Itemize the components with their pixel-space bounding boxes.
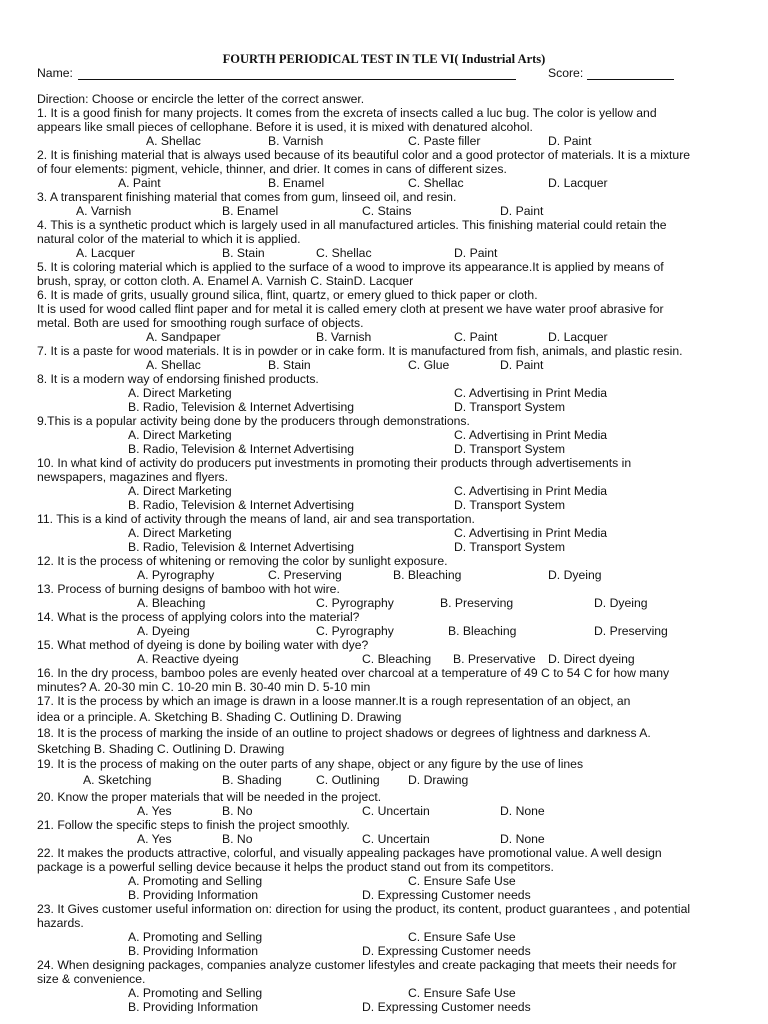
- answer-option[interactable]: B. Varnish: [268, 134, 324, 148]
- answer-option[interactable]: B. Bleaching: [393, 568, 462, 582]
- answer-option[interactable]: D. Lacquer: [548, 176, 608, 190]
- answer-option[interactable]: A. Bleaching: [137, 596, 206, 610]
- answer-option[interactable]: A. Lacquer: [76, 246, 135, 260]
- answer-option[interactable]: B. Preservative: [453, 652, 536, 666]
- answer-option[interactable]: A. Promoting and Selling: [128, 986, 263, 1000]
- question-text: 22. It makes the products attractive, colorful, and visually appealing packages have promotional value. A well design: [37, 846, 662, 860]
- answer-option[interactable]: C. Preserving: [268, 568, 342, 582]
- answer-option[interactable]: A. Sandpaper: [146, 330, 221, 344]
- score-label: Score:: [548, 66, 584, 80]
- question-text: 7. It is a paste for wood materials. It is in powder or in cake form. It is manufactured from fish, animals, and plastic resin.: [37, 344, 683, 358]
- answer-option[interactable]: C. Bleaching: [362, 652, 432, 666]
- answer-option[interactable]: C. Advertising in Print Media: [454, 428, 608, 442]
- score-field[interactable]: [587, 79, 674, 80]
- answer-option[interactable]: D. Lacquer: [548, 330, 608, 344]
- question-text: hazards.: [37, 916, 84, 930]
- answer-option[interactable]: B. Stain: [222, 246, 265, 260]
- answer-option[interactable]: D. Expressing Customer needs: [362, 888, 531, 902]
- answer-option[interactable]: B. No: [222, 804, 253, 818]
- question-text: 16. In the dry process, bamboo poles are evenly heated over charcoal at a temperature of 49 C to 54 C for how many: [37, 666, 670, 680]
- answer-option[interactable]: D. None: [500, 832, 545, 846]
- question-text: 23. It Gives customer useful information on: direction for using the product, its content, product guarantees , and potential: [37, 902, 691, 916]
- name-field[interactable]: [78, 79, 516, 80]
- answer-option[interactable]: C. Uncertain: [362, 804, 430, 818]
- question-text: idea or a principle. A. Sketching B. Shading C. Outlining D. Drawing: [37, 710, 402, 724]
- question-text: 8. It is a modern way of endorsing finished products.: [37, 372, 319, 386]
- answer-option[interactable]: A. Yes: [137, 832, 172, 846]
- answer-option[interactable]: A. Paint: [118, 176, 161, 190]
- answer-option[interactable]: B. Enamel: [222, 204, 279, 218]
- question-text: 18. It is the process of marking the inside of an outline to project shadows or degrees of lightness and darkness A.: [37, 726, 651, 740]
- question-text: 3. A transparent finishing material that comes from gum, linseed oil, and resin.: [37, 190, 457, 204]
- answer-option[interactable]: B. Preserving: [440, 596, 514, 610]
- question-text: of four elements: pigment, vehicle, thinner, and drier. It comes in cans of different sizes.: [37, 162, 507, 176]
- question-text: 9.This is a popular activity being done by the producers through demonstrations.: [37, 414, 470, 428]
- question-text: 2. It is finishing material that is always used because of its beautiful color and a good protector of materials. It is a mixture: [37, 148, 691, 162]
- answer-option[interactable]: A. Sketching: [83, 773, 152, 787]
- answer-option[interactable]: A. Varnish: [76, 204, 132, 218]
- answer-option[interactable]: B. Providing Information: [128, 1000, 259, 1014]
- question-text: 20. Know the proper materials that will be needed in the project.: [37, 790, 382, 804]
- direction-text: Direction: Choose or encircle the letter of the correct answer.: [37, 92, 365, 106]
- answer-option[interactable]: A. Direct Marketing: [128, 484, 232, 498]
- answer-option[interactable]: C. Ensure Safe Use: [408, 874, 516, 888]
- question-text: 21. Follow the specific steps to finish the project smoothly.: [37, 818, 350, 832]
- answer-option[interactable]: C. Advertising in Print Media: [454, 484, 608, 498]
- answer-option[interactable]: D. Paint: [500, 358, 544, 372]
- answer-option[interactable]: D. None: [500, 804, 545, 818]
- answer-option[interactable]: C. Uncertain: [362, 832, 430, 846]
- answer-option[interactable]: C. Outlining: [316, 773, 380, 787]
- answer-option[interactable]: D. Expressing Customer needs: [362, 944, 531, 958]
- question-text: package is a powerful selling device because it helps the product stand out from its competitors.: [37, 860, 554, 874]
- question-text: minutes? A. 20-30 min C. 10-20 min B. 30-40 min D. 5-10 min: [37, 680, 371, 694]
- question-text: 10. In what kind of activity do producers put investments in promoting their products through advertisements in: [37, 456, 632, 470]
- answer-option[interactable]: A. Direct Marketing: [128, 386, 232, 400]
- answer-option[interactable]: D. Transport System: [454, 498, 566, 512]
- answer-option[interactable]: C. Paint: [454, 330, 498, 344]
- question-text: newspapers, magazines and flyers.: [37, 470, 229, 484]
- answer-option[interactable]: C. Pyrography: [316, 596, 394, 610]
- answer-option[interactable]: C. Advertising in Print Media: [454, 526, 608, 540]
- answer-option[interactable]: B. Radio, Television & Internet Advertising: [128, 540, 355, 554]
- answer-option[interactable]: D. Direct dyeing: [548, 652, 635, 666]
- answer-option[interactable]: C. Pyrography: [316, 624, 394, 638]
- answer-option[interactable]: D. Dyeing: [548, 568, 602, 582]
- answer-option[interactable]: A. Shellac: [146, 358, 201, 372]
- answer-option[interactable]: D. Paint: [548, 134, 592, 148]
- answer-option[interactable]: B. No: [222, 832, 253, 846]
- answer-option[interactable]: A. Promoting and Selling: [128, 874, 263, 888]
- answer-option[interactable]: D. Paint: [454, 246, 498, 260]
- answer-option[interactable]: C. Stains: [362, 204, 412, 218]
- answer-option[interactable]: B. Radio, Television & Internet Advertising: [128, 498, 355, 512]
- question-text: appears like small pieces of cellophane. Before it is used, it is mixed with denatured alcohol.: [37, 120, 533, 134]
- question-text: Sketching B. Shading C. Outlining D. Drawing: [37, 742, 285, 756]
- page-title: FOURTH PERIODICAL TEST IN TLE VI( Industrial Arts): [222, 52, 546, 66]
- answer-option[interactable]: D. Transport System: [454, 540, 566, 554]
- answer-option[interactable]: D. Dyeing: [594, 596, 648, 610]
- question-text: 12. It is the process of whitening or removing the color by sunlight exposure.: [37, 554, 448, 568]
- question-text: 24. When designing packages, companies analyze customer lifestyles and create packaging that meets their needs for: [37, 958, 677, 972]
- answer-option[interactable]: B. Shading: [222, 773, 282, 787]
- answer-option[interactable]: B. Bleaching: [448, 624, 517, 638]
- answer-option[interactable]: C. Shellac: [316, 246, 372, 260]
- answer-option[interactable]: C. Paste filler: [408, 134, 481, 148]
- answer-option[interactable]: D. Preserving: [594, 624, 668, 638]
- question-text: 15. What method of dyeing is done by boiling water with dye?: [37, 638, 369, 652]
- answer-option[interactable]: A. Yes: [137, 804, 172, 818]
- question-text: 5. It is coloring material which is applied to the surface of a wood to improve its appearance.It is applied by means of: [37, 260, 664, 274]
- answer-option[interactable]: C. Ensure Safe Use: [408, 930, 516, 944]
- question-text: size & convenience.: [37, 972, 146, 986]
- answer-option[interactable]: A. Shellac: [146, 134, 201, 148]
- answer-option[interactable]: D. Transport System: [454, 400, 566, 414]
- answer-option[interactable]: A. Direct Marketing: [128, 526, 232, 540]
- answer-option[interactable]: C. Glue: [408, 358, 450, 372]
- answer-option[interactable]: C. Advertising in Print Media: [454, 386, 608, 400]
- question-text: 6. It is made of grits, usually ground silica, flint, quartz, or emery glued to thick paper or cloth.: [37, 288, 538, 302]
- answer-option[interactable]: B. Radio, Television & Internet Advertising: [128, 442, 355, 456]
- answer-option[interactable]: B. Stain: [268, 358, 311, 372]
- answer-option[interactable]: B. Providing Information: [128, 944, 259, 958]
- answer-option[interactable]: A. Dyeing: [137, 624, 190, 638]
- question-text: 1. It is a good finish for many projects. It comes from the excreta of insects called a luc bug. The color is yellow and: [37, 106, 657, 120]
- name-label: Name:: [37, 66, 73, 80]
- answer-option[interactable]: C. Shellac: [408, 176, 464, 190]
- question-text: 17. It is the process by which an image is drawn in a loose manner.It is a rough representation of an object, an: [37, 694, 631, 708]
- question-text: brush, spray, or cotton cloth. A. Enamel A. Varnish C. StainD. Lacquer: [37, 274, 414, 288]
- answer-option[interactable]: B. Enamel: [268, 176, 325, 190]
- answer-option[interactable]: A. Reactive dyeing: [137, 652, 239, 666]
- answer-option[interactable]: D. Expressing Customer needs: [362, 1000, 531, 1014]
- answer-option[interactable]: B. Varnish: [316, 330, 372, 344]
- answer-option[interactable]: A. Promoting and Selling: [128, 930, 263, 944]
- question-text: metal. Both are used for smoothing rough surface of objects.: [37, 316, 364, 330]
- answer-option[interactable]: D. Paint: [500, 204, 544, 218]
- answer-option[interactable]: C. Ensure Safe Use: [408, 986, 516, 1000]
- question-text: 14. What is the process of applying colors into the material?: [37, 610, 360, 624]
- answer-option[interactable]: D. Drawing: [408, 773, 469, 787]
- question-text: It is used for wood called flint paper and for metal it is called emery cloth at present we have water proof abrasive for: [37, 302, 664, 316]
- answer-option[interactable]: A. Pyrography: [137, 568, 215, 582]
- answer-option[interactable]: B. Radio, Television & Internet Advertising: [128, 400, 355, 414]
- answer-option[interactable]: A. Direct Marketing: [128, 428, 232, 442]
- answer-option[interactable]: B. Providing Information: [128, 888, 259, 902]
- answer-option[interactable]: D. Transport System: [454, 442, 566, 456]
- question-text: 19. It is the process of making on the outer parts of any shape, object or any figure by the use of lines: [37, 757, 584, 771]
- question-text: natural color of the material to which it is applied.: [37, 232, 301, 246]
- question-text: 13. Process of burning designs of bamboo with hot wire.: [37, 582, 340, 596]
- question-text: 4. This is a synthetic product which is largely used in all manufactured articles. This finishing material could retain the: [37, 218, 667, 232]
- question-text: 11. This is a kind of activity through the means of land, air and sea transportation.: [37, 512, 475, 526]
